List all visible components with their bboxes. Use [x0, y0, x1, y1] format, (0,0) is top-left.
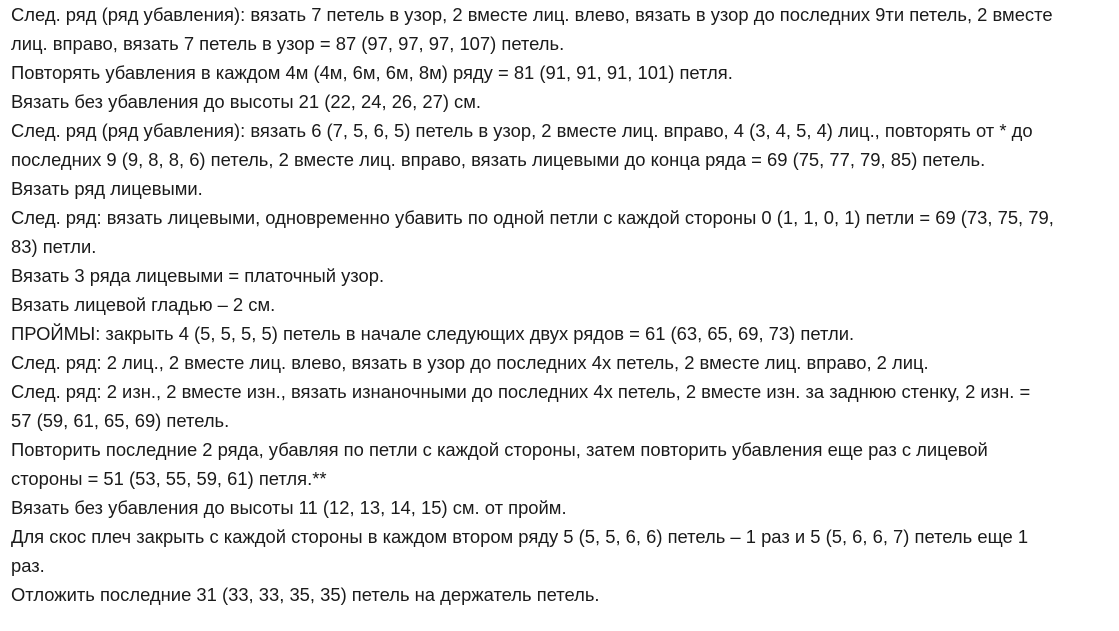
paragraph [11, 377, 1115, 435]
text-line: Вязать ряд лицевыми. [11, 178, 203, 199]
paragraph [11, 174, 1115, 203]
text-line: Отложить последние 31 (33, 33, 35, 35) петель на держатель петель. [11, 584, 600, 605]
paragraph [11, 435, 1115, 493]
paragraph [11, 522, 1115, 580]
paragraph [11, 203, 1115, 261]
text-line: 57 (59, 61, 65, 69) петель. [11, 410, 230, 431]
text-line: Для скос плеч закрыть с каждой стороны в каждом втором ряду 5 (5, 5, 6, 6) петель – 1 раз и 5 (5, 6, 6, 7) петель еще 1 [11, 526, 1029, 547]
text-line: След. ряд (ряд убавления): вязать 7 петель в узор, 2 вместе лиц. влево, вязать в узор до последних 9ти петель, 2 вместе [11, 4, 1053, 25]
text-line: След. ряд: вязать лицевыми, одновременно убавить по одной петли с каждой стороны 0 (1, 1, 0, 1) петли = 69 (73, 75, 79, [11, 207, 1054, 228]
text-line: След. ряд: 2 изн., 2 вместе изн., вязать изнаночными до последних 4х петель, 2 вместе изн. за заднюю стенку, 2 изн. = [11, 381, 1031, 402]
paragraph [11, 87, 1115, 116]
text-line: След. ряд: 2 лиц., 2 вместе лиц. влево, вязать в узор до последних 4х петель, 2 вместе лиц. вправо, 2 лиц. [11, 352, 929, 373]
text-line: Повторять убавления в каждом 4м (4м, 6м, 6м, 8м) ряду = 81 (91, 91, 91, 101) петля. [11, 62, 733, 83]
text-line: Вязать 3 ряда лицевыми = платочный узор. [11, 265, 385, 286]
text-line: След. ряд (ряд убавления): вязать 6 (7, 5, 6, 5) петель в узор, 2 вместе лиц. вправо, 4 (3, 4, 5, 4) лиц., повторять от * до [11, 120, 1033, 141]
knitting-instructions-text [11, 0, 1115, 609]
text-line: Вязать без убавления до высоты 21 (22, 24, 26, 27) см. [11, 91, 482, 112]
text-line: раз. [11, 555, 45, 576]
paragraph [11, 0, 1115, 58]
text-line: стороны = 51 (53, 55, 59, 61) петля.** [11, 468, 327, 489]
paragraph [11, 261, 1115, 290]
paragraph [11, 58, 1115, 87]
paragraph [11, 116, 1115, 174]
paragraph [11, 580, 1115, 609]
paragraph [11, 290, 1115, 319]
text-line: Повторить последние 2 ряда, убавляя по петли с каждой стороны, затем повторить убавления еще раз с лицевой [11, 439, 988, 460]
text-line: Вязать лицевой гладью – 2 см. [11, 294, 276, 315]
text-line: Вязать без убавления до высоты 11 (12, 13, 14, 15) см. от пройм. [11, 497, 567, 518]
paragraph [11, 493, 1115, 522]
text-line: ПРОЙМЫ: закрыть 4 (5, 5, 5, 5) петель в начале следующих двух рядов = 61 (63, 65, 69, 73) петли. [11, 323, 855, 344]
text-line: лиц. вправо, вязать 7 петель в узор = 87 (97, 97, 97, 107) петель. [11, 33, 565, 54]
text-line: 83) петли. [11, 236, 97, 257]
text-line: последних 9 (9, 8, 8, 6) петель, 2 вместе лиц. вправо, вязать лицевыми до конца ряда = 69 (75, 77, 79, 85) петель. [11, 149, 986, 170]
paragraph [11, 348, 1115, 377]
paragraph [11, 319, 1115, 348]
